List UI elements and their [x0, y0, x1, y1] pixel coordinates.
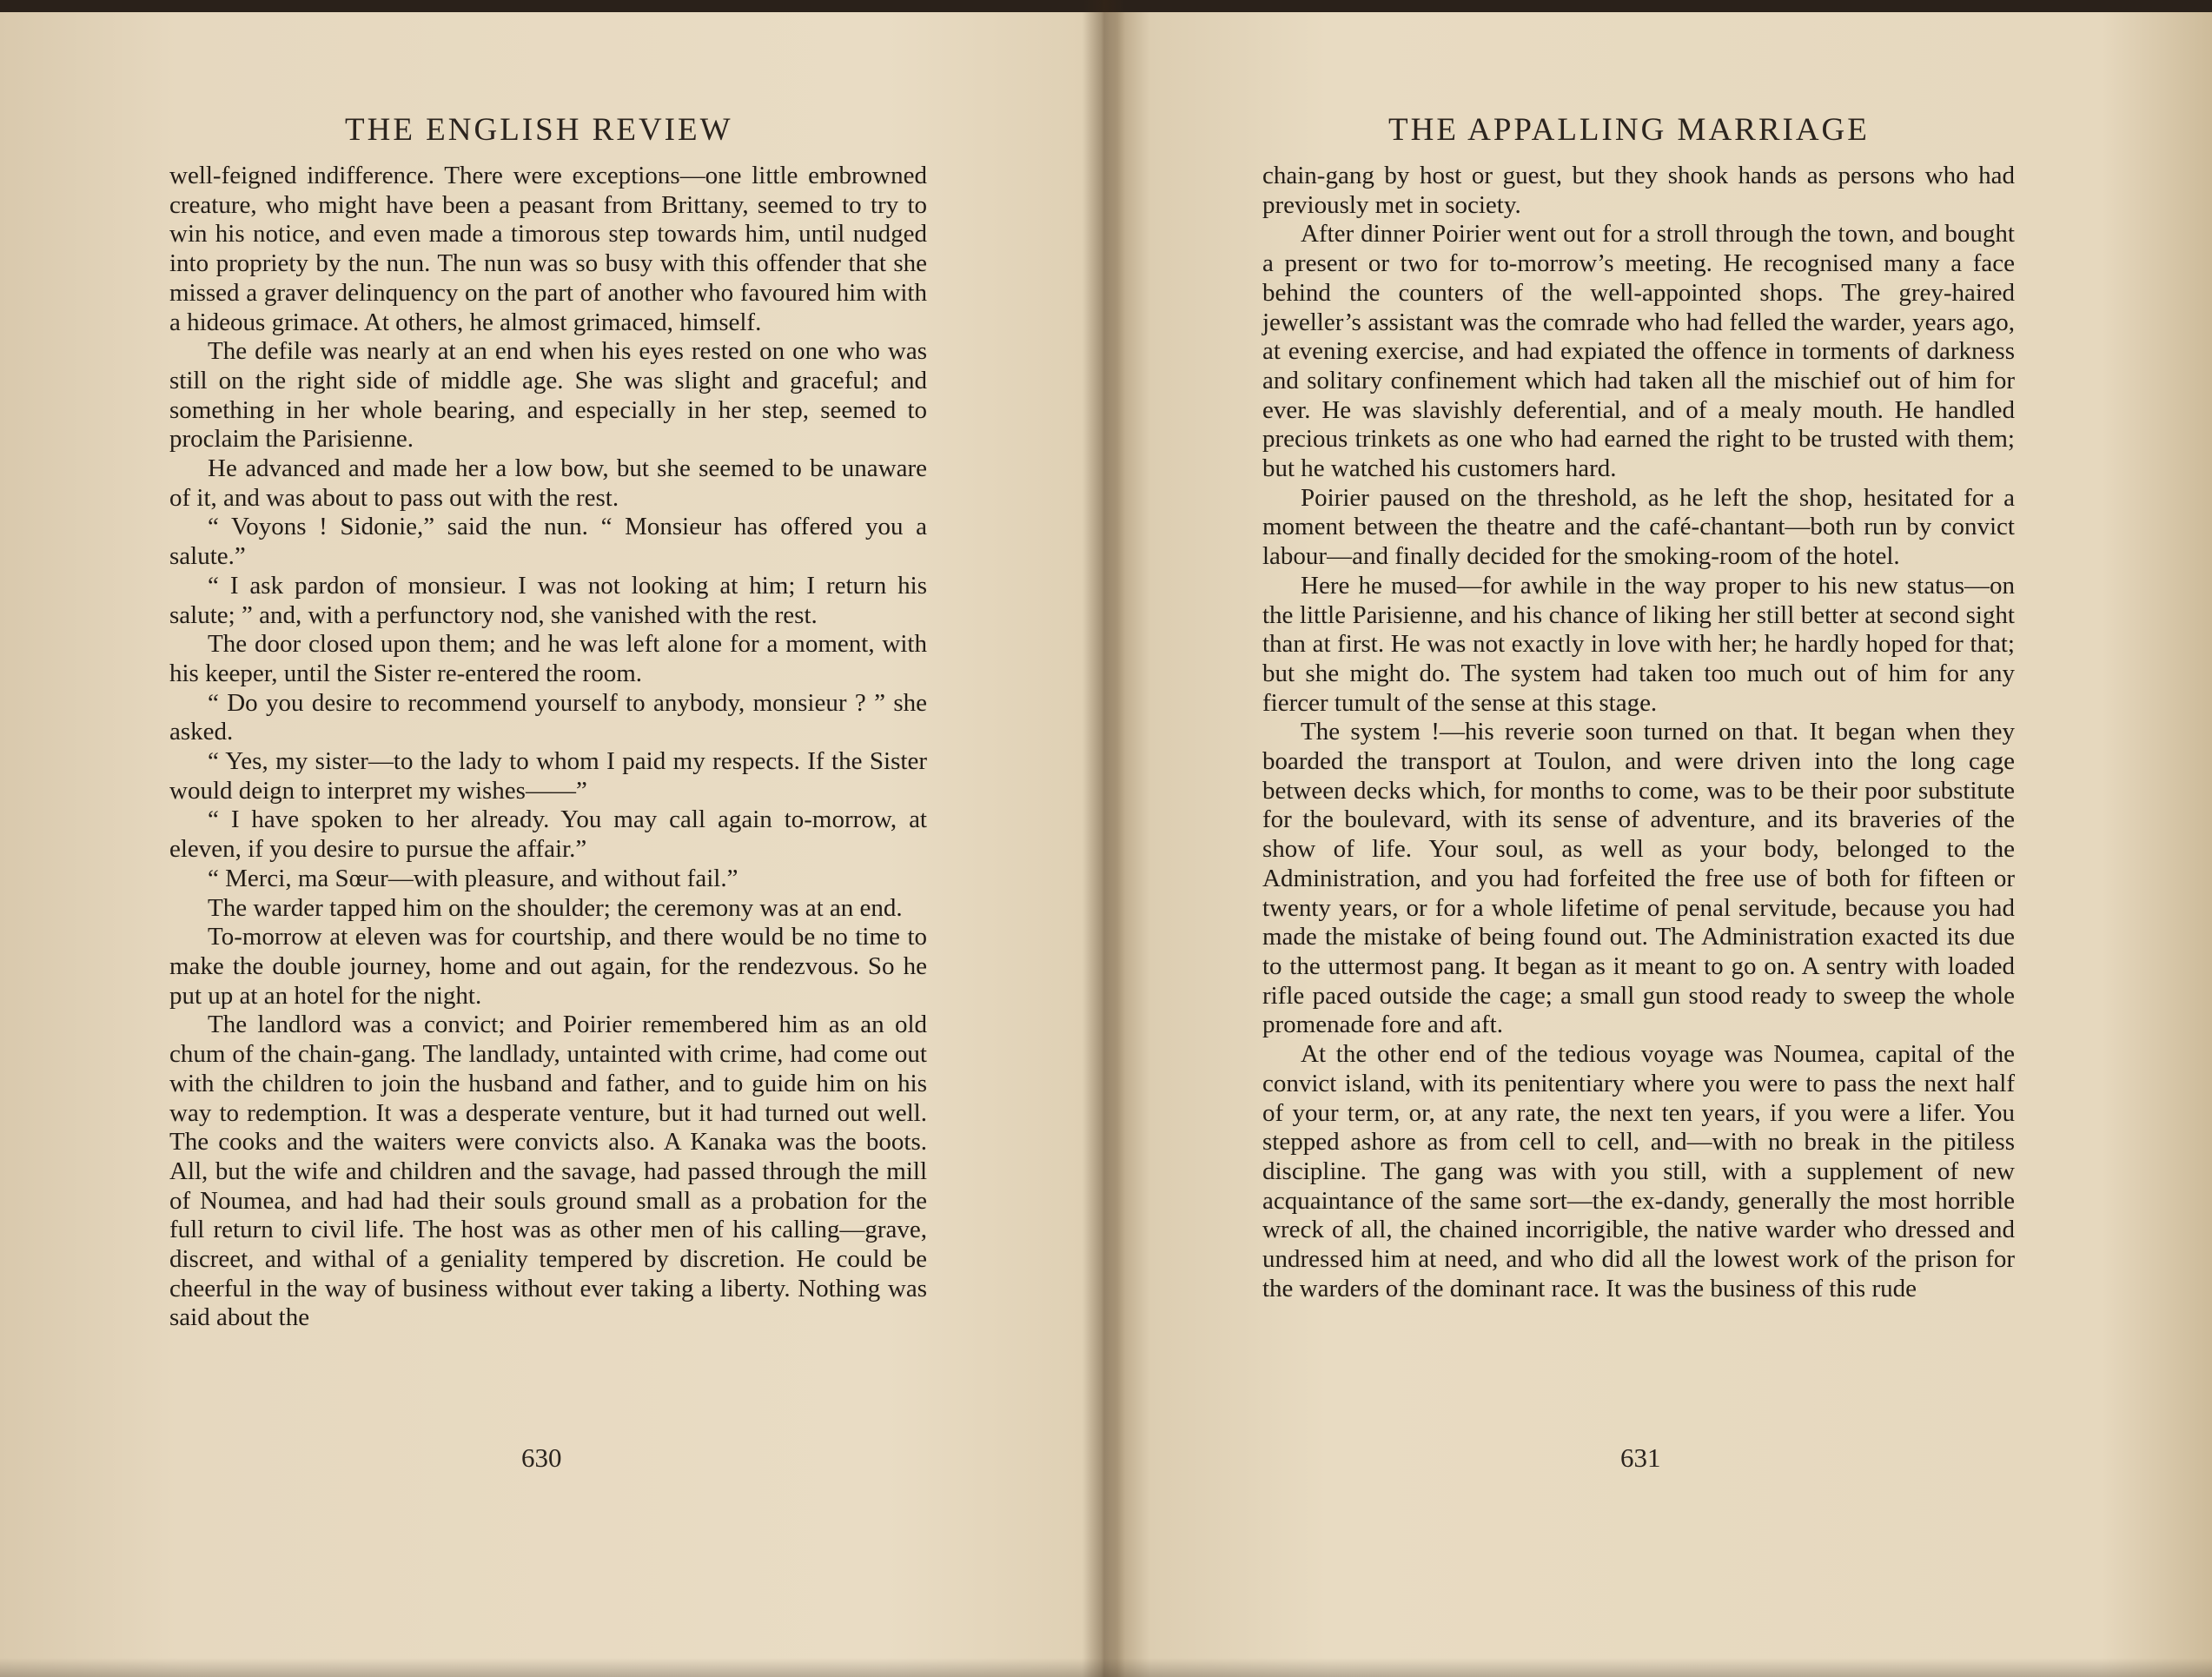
running-head-left: THE ENGLISH REVIEW: [345, 112, 733, 148]
paragraph: well-feigned indifference. There were exceptions—one little embrowned creature, who might have been a peasant from Brittany, seemed to try to win his notice, and even made a timorous step towards him, until nudged into propriety by the nun. The nun was so busy with this offender that she missed a graver delinquency on the part of another who favoured him with a hideous grimace. At others, he almost grimaced, himself.: [169, 162, 927, 336]
paragraph: Here he mused—for awhile in the way proper to his new status—on the little Parisienne, and his chance of liking her still better at second sight than at first. He was not exactly in love with her; he hardly hoped for that; but she might do. The system had taken too much out of him for any fiercer tumult of the sense at this stage.: [1262, 571, 2015, 717]
page-number-right: 631: [1620, 1442, 1661, 1473]
right-page: [1099, 0, 2212, 1677]
running-head-right: THE APPALLING MARRIAGE: [1388, 112, 1870, 148]
paragraph: “ I have spoken to her already. You may call again to-morrow, at eleven, if you desire to pursue the affair.”: [169, 805, 927, 864]
paragraph: “ Voyons ! Sidonie,” said the nun. “ Monsieur has offered you a salute.”: [169, 513, 927, 571]
paragraph: He advanced and made her a low bow, but she seemed to be unaware of it, and was about to pass out with the rest.: [169, 454, 927, 512]
page-number-left: 630: [521, 1442, 562, 1473]
paragraph: chain-gang by host or guest, but they shook hands as persons who had previously met in society.: [1262, 162, 2015, 219]
paragraph: Poirier paused on the threshold, as he left the shop, hesitated for a moment between the theatre and the café-chantant—both run by convict labour—and finally decided for the smoking-room of the hotel.: [1262, 483, 2015, 571]
paragraph: “ Yes, my sister—to the lady to whom I paid my respects. If the Sister would deign to interpret my wishes——”: [169, 747, 927, 805]
left-page-text: [169, 162, 927, 1333]
paragraph: The defile was nearly at an end when his eyes rested on one who was still on the right side of middle age. She was slight and graceful; and something in her whole bearing, and especially in her step, seemed to proclaim the Parisienne.: [169, 337, 927, 454]
paragraph: “ I ask pardon of monsieur. I was not looking at him; I return his salute; ” and, with a perfunctory nod, she vanished with the rest.: [169, 571, 927, 629]
paragraph: The landlord was a convict; and Poirier remembered him as an old chum of the chain-gang. The landlady, untainted with crime, had come out with the children to join the husband and father, and to guide him on his way to redemption. It was a desperate venture, but it had turned out well. The cooks and the waiters were convicts also. A Kanaka was the boots. All, but the wife and children and the savage, had passed through the mill of Noumea, and had had their souls ground small as a probation for the full return to civil life. The host was as other men of his calling—grave, discreet, and withal of a geniality tempered by discretion. He could be cheerful in the way of business without ever taking a liberty. Nothing was said about the: [169, 1011, 927, 1332]
paragraph: After dinner Poirier went out for a stroll through the town, and bought a present or two for to-morrow’s meeting. He recognised many a face behind the counters of the well-appointed shops. The grey-haired jeweller’s assistant was the comrade who had felled the warder, years ago, at evening exercise, and had expiated the offence in torments of darkness and solitary confinement which had taken all the mischief out of him for ever. He was slavishly deferential, and of a mealy mouth. He handled precious trinkets as one who had earned the right to be trusted with them; but he watched his customers hard.: [1262, 220, 2015, 483]
left-page: [0, 0, 1099, 1677]
bottom-edge: [0, 1658, 2212, 1677]
paragraph: The door closed upon them; and he was left alone for a moment, with his keeper, until the Sister re-entered the room.: [169, 630, 927, 687]
book-gutter: [1082, 0, 1125, 1677]
paragraph: The system !—his reverie soon turned on that. It began when they boarded the transport at Toulon, and were driven into the long cage between decks which, for months to come, was to be their poor substitute for the boulevard, with its sense of adventure, and its braveries of the show of life. Your soul, as well as your body, belonged to the Administration, and you had forfeited the free use of both for fifteen or twenty years, or for a whole lifetime of penal servitude, because you had made the mistake of being found out. The Administration exacted its due to the uttermost pang. It began as it meant to go on. A sentry with loaded rifle paced outside the cage; a small gun stood ready to sweep the whole promenade fore and aft.: [1262, 718, 2015, 1039]
paragraph: “ Do you desire to recommend yourself to anybody, monsieur ? ” she asked.: [169, 688, 927, 746]
paragraph: “ Merci, ma Sœur—with pleasure, and without fail.”: [208, 864, 738, 892]
right-page-text: [1262, 162, 2015, 1303]
paragraph: To-morrow at eleven was for courtship, and there would be no time to make the double journey, home and out again, for the rendezvous. So he put up at an hotel for the night.: [169, 923, 927, 1010]
paragraph: The warder tapped him on the shoulder; the ceremony was at an end.: [208, 893, 903, 922]
paragraph: At the other end of the tedious voyage was Noumea, capital of the convict island, with its penitentiary where you were to pass the next half of your term, or, at any rate, the next ten years, if you were a lifer. You stepped ashore as from cell to cell, and—with no break in the pitiless discipline. The gang was with you still, with a supplement of new acquaintance of the same sort—the ex-dandy, generally the most horrible wreck of all, the chained incorrigible, the native warder who dressed and undressed him at need, and who did all the lowest work of the prison for the warders of the dominant race. It was the business of this rude: [1262, 1040, 2015, 1302]
